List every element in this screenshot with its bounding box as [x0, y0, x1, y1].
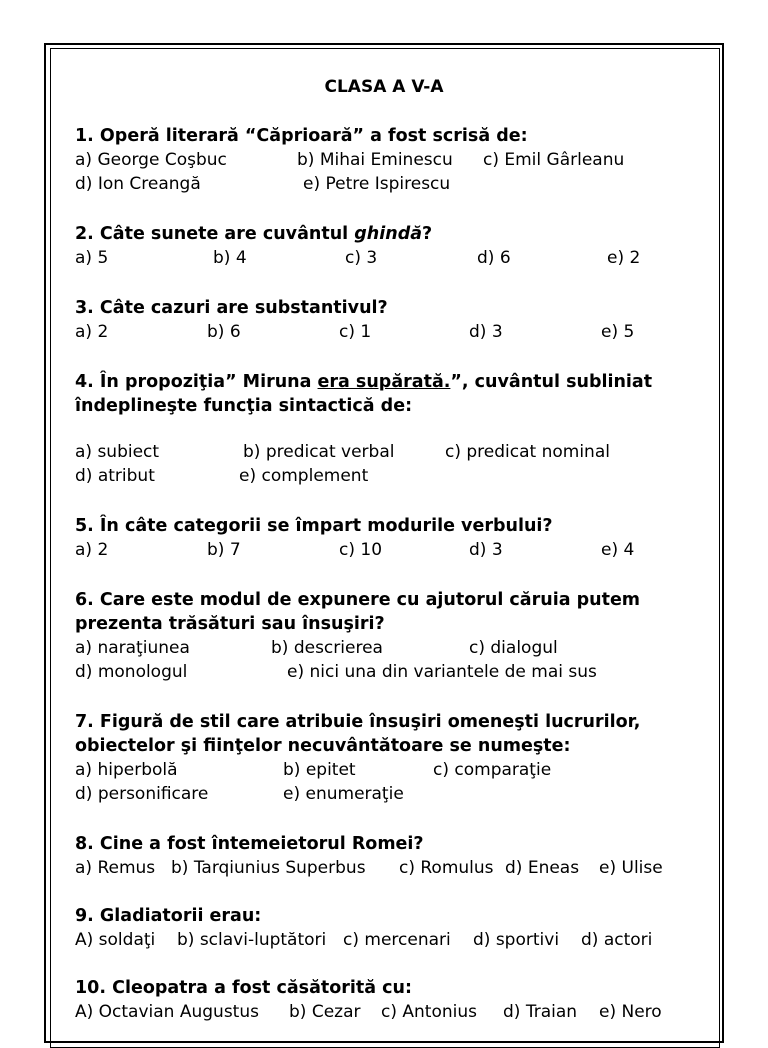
question-10-options	[75, 1000, 705, 1024]
question-1-options-row-1	[75, 148, 705, 172]
option-7c: c) comparaţie	[433, 760, 552, 780]
option-5d: d) 3	[469, 540, 503, 560]
question-6-text-line-2: prezenta trăsături sau însuşiri?	[75, 614, 385, 634]
question-2-text: 2. Câte sunete are cuvântul ghindă?	[75, 224, 433, 244]
question-2	[75, 222, 705, 270]
option-5b: b) 7	[207, 540, 241, 560]
option-5c: c) 10	[339, 540, 383, 560]
question-9-text: 9. Gladiatorii erau:	[75, 906, 262, 926]
option-9c: c) mercenari	[343, 930, 451, 950]
option-1e: e) Petre Ispirescu	[303, 174, 451, 194]
question-7-options-row-1	[75, 758, 705, 782]
question-4-options-row-1	[75, 440, 705, 464]
option-1d: d) Ion Creangă	[75, 174, 201, 194]
option-4d: d) atribut	[75, 466, 155, 486]
option-5e: e) 4	[601, 540, 635, 560]
option-10d: d) Traian	[503, 1002, 578, 1022]
option-6c: c) dialogul	[469, 638, 558, 658]
option-10b: b) Cezar	[289, 1002, 361, 1022]
option-3b: b) 6	[207, 322, 241, 342]
option-7b: b) epitet	[283, 760, 356, 780]
question-9-options	[75, 928, 705, 952]
option-1c: c) Emil Gârleanu	[483, 150, 625, 170]
question-7-options-row-2	[75, 782, 705, 806]
question-5-options	[75, 538, 705, 562]
option-7e: e) enumeraţie	[283, 784, 404, 804]
option-2d: d) 6	[477, 248, 511, 268]
option-10e: e) Nero	[599, 1002, 662, 1022]
question-3	[75, 296, 705, 344]
option-10a: A) Octavian Augustus	[75, 1002, 259, 1022]
option-3c: c) 1	[339, 322, 372, 342]
question-8	[75, 832, 705, 880]
option-9b: b) sclavi-luptători	[177, 930, 327, 950]
option-6d: d) monologul	[75, 662, 188, 682]
question-4-text: 4. În propoziţia” Miruna era supărată.”, cuvântul subliniat	[75, 372, 653, 392]
question-9	[75, 904, 705, 952]
option-1a: a) George Coşbuc	[75, 150, 227, 170]
question-3-options	[75, 320, 705, 344]
option-9a: A) soldaţi	[75, 930, 156, 950]
question-3-text: 3. Câte cazuri are substantivul?	[75, 298, 388, 318]
option-8a: a) Remus	[75, 858, 156, 878]
option-8d: d) Eneas	[505, 858, 580, 878]
question-10	[75, 976, 705, 1024]
option-8e: e) Ulise	[599, 858, 663, 878]
question-4	[75, 370, 705, 488]
option-6a: a) naraţiunea	[75, 638, 190, 658]
underlined-phrase: era supărată.	[317, 372, 451, 392]
option-8b: b) Tarqiunius Superbus	[171, 858, 366, 878]
question-1-options-row-2	[75, 172, 705, 196]
question-7-text: 7. Figură de stil care atribuie însuşiri omeneşti lucrurilor,	[75, 712, 641, 732]
question-4-text-line-2: îndeplineşte funcţia sintactică de:	[75, 396, 413, 416]
option-7d: d) personificare	[75, 784, 209, 804]
question-6-options-row-2	[75, 660, 705, 684]
question-7-text-line-2: obiectelor şi fiinţelor necuvântătoare se numeşte:	[75, 736, 571, 756]
page-title: CLASA A V-A	[324, 77, 444, 97]
option-2e: e) 2	[607, 248, 641, 268]
question-5	[75, 514, 705, 562]
option-2b: b) 4	[213, 248, 247, 268]
option-3e: e) 5	[601, 322, 635, 342]
question-6	[75, 588, 705, 684]
question-6-text: 6. Care este modul de expunere cu ajutorul căruia putem	[75, 590, 641, 610]
option-4a: a) subiect	[75, 442, 160, 462]
option-3d: d) 3	[469, 322, 503, 342]
option-6b: b) descrierea	[271, 638, 383, 658]
option-1b: b) Mihai Eminescu	[297, 150, 453, 170]
option-2c: c) 3	[345, 248, 378, 268]
option-10c: c) Antonius	[381, 1002, 477, 1022]
option-2a: a) 5	[75, 248, 109, 268]
question-4-options-row-2	[75, 464, 705, 488]
question-10-text: 10. Cleopatra a fost căsătorită cu:	[75, 978, 413, 998]
question-1-text: 1. Operă literară “Căprioară” a fost scrisă de:	[75, 126, 528, 146]
question-1	[75, 124, 705, 196]
option-6e: e) nici una din variantele de mai sus	[287, 662, 597, 682]
option-4b: b) predicat verbal	[243, 442, 395, 462]
option-4c: c) predicat nominal	[445, 442, 610, 462]
option-3a: a) 2	[75, 322, 109, 342]
question-8-options	[75, 856, 705, 880]
question-2-options	[75, 246, 705, 270]
option-9e: d) actori	[581, 930, 653, 950]
question-7	[75, 710, 705, 806]
emphasized-word: ghindă	[354, 224, 423, 244]
option-9d: d) sportivi	[473, 930, 560, 950]
option-5a: a) 2	[75, 540, 109, 560]
question-6-options-row-1	[75, 636, 705, 660]
question-8-text: 8. Cine a fost întemeietorul Romei?	[75, 834, 424, 854]
option-4e: e) complement	[239, 466, 369, 486]
question-5-text: 5. În câte categorii se împart modurile verbului?	[75, 516, 553, 536]
option-7a: a) hiperbolă	[75, 760, 178, 780]
option-8c: c) Romulus	[399, 858, 494, 878]
